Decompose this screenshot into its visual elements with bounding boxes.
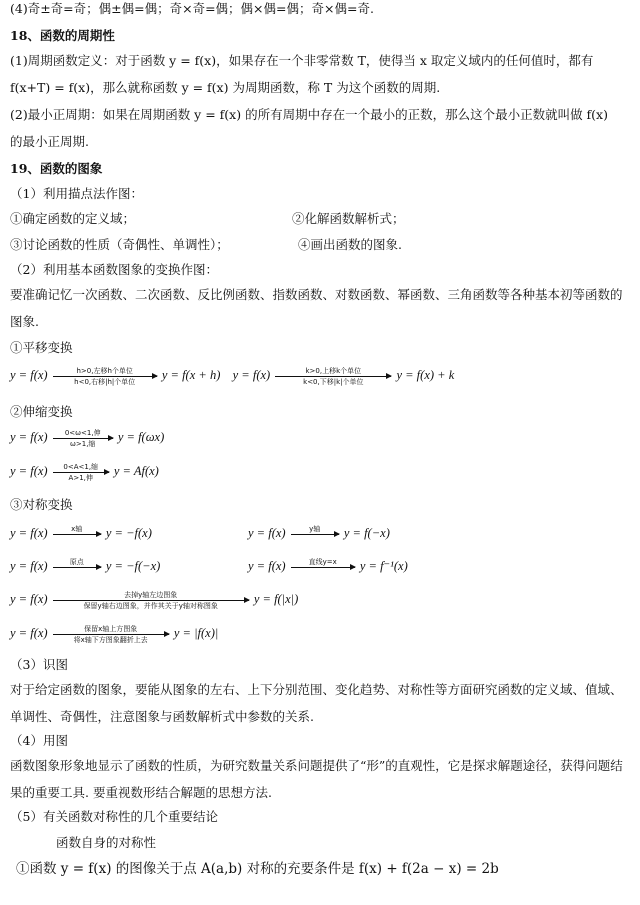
sec18-definition-line1: (1)周期函数定义：对于函数 y = f(x)，如果存在一个非零常数 T，使得当 x 取定义域内的任何值时，都有	[10, 53, 594, 68]
s19-3-paragraph: 对于给定函数的图象，要能从图象的左右、上下分别范围、变化趋势、对称性等方面研究函数的定义域、值域、单调性、奇偶性，注意图象与函数解析式中参数的关系.	[10, 682, 623, 724]
sym-x-arrow: x轴	[53, 525, 101, 544]
step-4: ④画出函数的图象.	[298, 237, 402, 252]
shift-k-result: y = f(x) + k	[396, 368, 455, 382]
step-3: ③讨论函数的性质（奇偶性、单调性）；	[10, 237, 229, 252]
shift-h-arrow: h>0,左移h个单位 h<0,右移|h|个单位	[53, 367, 157, 386]
stretch-w-formula: y = f(x) 0<ω<1,伸 ω>1,缩 y = f(ωx)	[10, 428, 165, 448]
step-1: ①确定函数的定义域；	[10, 211, 136, 226]
sym-y-arrow: y轴	[291, 525, 339, 544]
stretch-w-result: y = f(ωx)	[117, 430, 165, 444]
step-2: ②化解函数解析式；	[292, 211, 405, 226]
s19-2-paragraph: 要准确记忆一次函数、二次函数、反比例函数、指数函数、对数函数、幂函数、三角函数等各种基本初等函数的图象.	[10, 287, 623, 329]
sec18-min-period-line2: 的最小正周期.	[10, 134, 89, 149]
sym-x-formula: y = f(x) x轴 y = −f(x)	[10, 524, 152, 544]
sym-y-formula: y = f(x) y轴 y = f(−x)	[248, 524, 390, 544]
s19-5-heading: （5）有关函数对称性的几个重要结论	[10, 809, 218, 824]
symmetry-title: ③对称变换	[10, 497, 73, 512]
parity-rules: (4)奇±奇=奇；偶±偶=偶；奇×奇=偶；偶×偶=偶；奇×偶=奇.	[10, 1, 374, 16]
stretch-w-arrow: 0<ω<1,伸 ω>1,缩	[53, 429, 113, 448]
formula-lhs: y = f(x)	[232, 368, 271, 382]
sym-abs-x-arrow: 去掉y轴左边图象 保留y轴右边图象，并作其关于y轴对称图象	[53, 591, 249, 610]
section-18-title: 18、函数的周期性	[10, 28, 115, 43]
point-symmetry-condition: ①函数 y = f(x) 的图像关于点 A(a,b) 对称的充要条件是 f(x) + f(2a − x) = 2b	[16, 861, 499, 877]
s19-2-heading: （2）利用基本函数图象的变换作图：	[10, 262, 218, 277]
sym-abs-x-formula: y = f(x) 去掉y轴左边图象 保留y轴右边图象，并作其关于y轴对称图象 y = f(|x|)	[10, 590, 299, 610]
s19-3-heading: （3）识图	[10, 657, 68, 672]
s19-4-paragraph: 函数图象形象地显示了函数的性质，为研究数量关系问题提供了“形”的直观性，它是探求解题途径，获得问题结果的重要工具. 要重视数形结合解题的思想方法.	[10, 758, 623, 800]
stretch-a-result: y = Af(x)	[113, 464, 159, 478]
s19-4-heading: （4）用图	[10, 733, 68, 748]
sym-origin-formula: y = f(x) 原点 y = −f(−x)	[10, 557, 160, 577]
sym-line-arrow: 直线y=x	[291, 558, 355, 577]
sec18-min-period-line1: (2)最小正周期：如果在周期函数 y = f(x) 的所有周期中存在一个最小的正数，那么这个最小正数就叫做 f(x)	[10, 107, 608, 122]
section-19-title: 19、函数的图象	[10, 161, 103, 176]
shift-title: ①平移变换	[10, 340, 73, 355]
sym-abs-f-arrow: 保留x轴上方图象 将x轴下方图象翻折上去	[53, 625, 169, 644]
formula-lhs: y = f(x)	[10, 368, 48, 382]
sym-abs-f-formula: y = f(x) 保留x轴上方图象 将x轴下方图象翻折上去 y = |f(x)|	[10, 624, 219, 644]
sec18-definition-line2: f(x+T) = f(x)，那么就称函数 y = f(x) 为周期函数，称 T 为这个函数的周期.	[10, 80, 441, 95]
shift-k-arrow: k>0,上移k个单位 k<0,下移|k|个单位	[275, 367, 391, 386]
shift-formulas	[10, 366, 454, 386]
stretch-title: ②伸缩变换	[10, 404, 73, 419]
shift-h-result: y = f(x + h)	[161, 368, 221, 382]
sym-origin-arrow: 原点	[53, 558, 101, 577]
stretch-a-formula: y = f(x) 0<A<1,缩 A>1,伸 y = Af(x)	[10, 462, 159, 482]
s19-1-heading: （1）利用描点法作图：	[10, 186, 143, 201]
self-symmetry-heading: 函数自身的对称性	[56, 835, 157, 850]
sym-line-formula: y = f(x) 直线y=x y = f⁻¹(x)	[248, 557, 408, 577]
stretch-a-arrow: 0<A<1,缩 A>1,伸	[53, 463, 109, 482]
